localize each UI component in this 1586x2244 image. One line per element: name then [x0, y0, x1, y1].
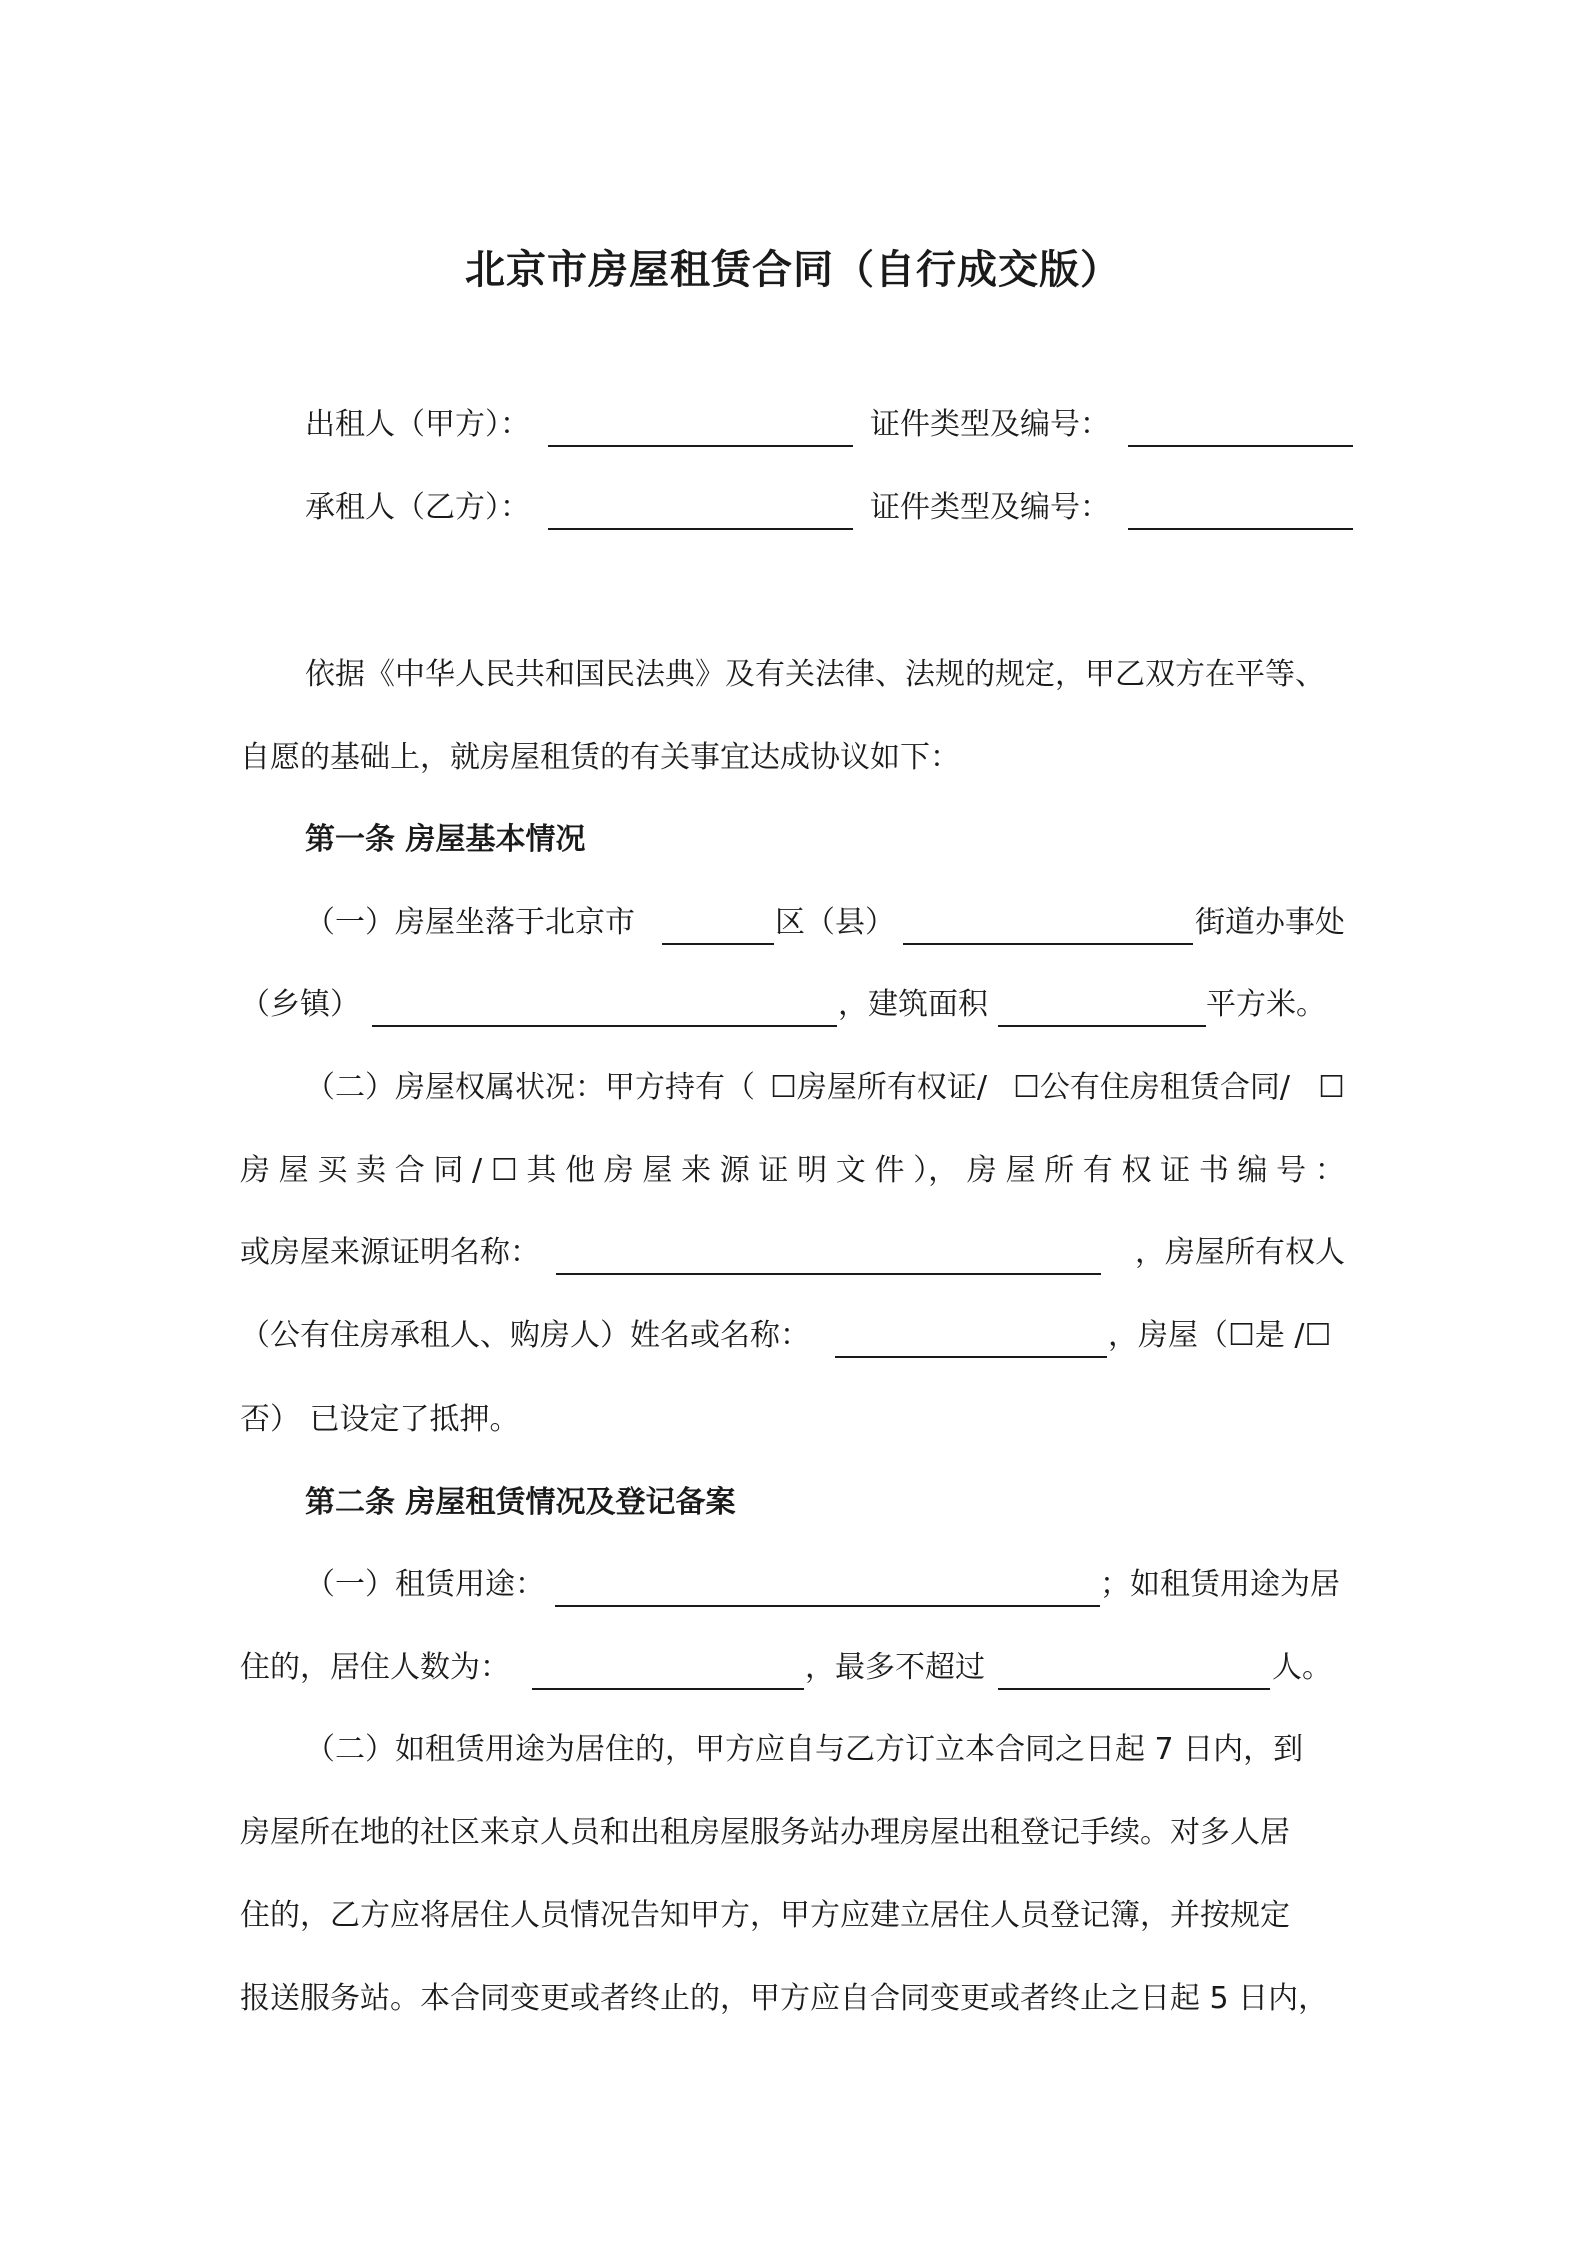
- ownership-line-2-char: 有: [1082, 1153, 1113, 1188]
- ownership-text-a: （二）房屋权属状况：甲方持有（: [305, 1070, 755, 1105]
- ownership-line-2-char: 号: [1276, 1153, 1307, 1188]
- location-text-e: ，建筑面积: [838, 987, 988, 1022]
- location-text-a: （一）房屋坐落于北京市: [305, 905, 635, 940]
- owner-label: ，房屋所有权人: [1135, 1235, 1345, 1270]
- ownership-line-2-char: 权: [1121, 1153, 1152, 1188]
- lessor-id-blank[interactable]: [1128, 445, 1353, 447]
- ownership-line-2-char: 买: [317, 1153, 348, 1188]
- use-text-b: ；如租赁用途为居: [1100, 1567, 1340, 1602]
- location-text-b: 区（县）: [775, 905, 895, 940]
- ownership-line-2-char: ），: [913, 1153, 959, 1188]
- proof-name-label: 或房屋来源证明名称：: [240, 1235, 540, 1270]
- ownership-line-2-char: 同: [433, 1153, 464, 1188]
- use-label: （一）租赁用途：: [305, 1567, 545, 1602]
- ownership-line-2-char: 件: [874, 1153, 905, 1188]
- ownership-line-2: [240, 1141, 1345, 1201]
- district-blank[interactable]: [662, 943, 774, 945]
- ownership-line-2-char: 他: [565, 1153, 596, 1188]
- ownership-line-2-char: ：: [1314, 1153, 1345, 1188]
- ownership-line-2-char[interactable]: ☐: [490, 1153, 518, 1188]
- ownership-line-2-char: 书: [1198, 1153, 1229, 1188]
- ownership-line-2-char: 证: [758, 1153, 789, 1188]
- occupants-label: 住的，居住人数为：: [240, 1650, 510, 1685]
- lessor-id-label: 证件类型及编号：: [870, 407, 1110, 442]
- ownership-option-purchase-checkbox[interactable]: ☐: [1318, 1070, 1345, 1105]
- proof-name-blank[interactable]: [556, 1273, 1101, 1275]
- ownership-line-2-char: 所: [1044, 1153, 1075, 1188]
- ownership-line-2-char: 房: [966, 1153, 997, 1188]
- ownership-line-2-char: 文: [835, 1153, 866, 1188]
- registration-line-1: （二）如租赁用途为居住的，甲方应自与乙方订立本合同之日起 7 日内，到: [305, 1732, 1304, 1767]
- lessee-name-blank[interactable]: [548, 528, 853, 530]
- registration-line-2: 房屋所在地的社区来京人员和出租房屋服务站办理房屋出租登记手续。对多人居: [240, 1815, 1290, 1850]
- ownership-option-certificate[interactable]: ☐房屋所有权证/: [770, 1070, 988, 1105]
- ownership-line-2-char: 房: [603, 1153, 634, 1188]
- ownership-line-2-char: 合: [394, 1153, 425, 1188]
- article-2-heading: 第二条 房屋租赁情况及登记备案: [305, 1485, 736, 1520]
- ownership-option-public-lease[interactable]: ☐公有住房租赁合同/: [1013, 1070, 1291, 1105]
- ownership-line-2-char: 明: [797, 1153, 828, 1188]
- ownership-line-2-char: 其: [526, 1153, 557, 1188]
- street-blank[interactable]: [903, 943, 1193, 945]
- document-title: 北京市房屋租赁合同（自行成交版）: [465, 247, 1121, 293]
- article-1-heading: 第一条 房屋基本情况: [305, 822, 586, 857]
- ownership-line-2-char: 来: [681, 1153, 712, 1188]
- location-text-d: （乡镇）: [240, 987, 360, 1022]
- lessor-name-blank[interactable]: [548, 445, 853, 447]
- mortgage-options[interactable]: ，房屋（☐是 /☐: [1108, 1318, 1332, 1353]
- registration-line-3: 住的，乙方应将居住人员情况告知甲方，甲方应建立居住人员登记簿，并按规定: [240, 1898, 1290, 1933]
- ownership-line-2-char: 证: [1160, 1153, 1191, 1188]
- lessee-id-label: 证件类型及编号：: [870, 490, 1110, 525]
- lessee-label: 承租人（乙方）：: [305, 490, 530, 525]
- use-blank[interactable]: [555, 1605, 1100, 1607]
- location-text-c: 街道办事处: [1195, 905, 1345, 940]
- area-blank[interactable]: [998, 1025, 1206, 1027]
- lessee-id-blank[interactable]: [1128, 528, 1353, 530]
- location-text-f: 平方米。: [1206, 987, 1326, 1022]
- mortgage-text: 否） 已设定了抵押。: [240, 1402, 520, 1437]
- ownership-line-2-char: 屋: [1005, 1153, 1036, 1188]
- ownership-line-2-char: 编: [1237, 1153, 1268, 1188]
- max-occupants-label: ，最多不超过: [805, 1650, 985, 1685]
- owner-name-blank[interactable]: [835, 1356, 1107, 1358]
- occupants-blank[interactable]: [532, 1688, 804, 1690]
- ownership-line-2-char: 屋: [278, 1153, 309, 1188]
- max-occupants-blank[interactable]: [998, 1688, 1270, 1690]
- ownership-line-2-char: 房: [240, 1153, 270, 1188]
- ownership-line-2-char: 卖: [356, 1153, 387, 1188]
- ownership-line-2-char: 源: [719, 1153, 750, 1188]
- township-blank[interactable]: [372, 1025, 837, 1027]
- preamble-line-1: 依据《中华人民共和国民法典》及有关法律、法规的规定，甲乙双方在平等、: [305, 657, 1325, 692]
- occupants-unit: 人。: [1272, 1650, 1332, 1685]
- ownership-line-2-char: 屋: [642, 1153, 673, 1188]
- owner-name-label: （公有住房承租人、购房人）姓名或名称：: [240, 1318, 810, 1353]
- preamble-line-2: 自愿的基础上，就房屋租赁的有关事宜达成协议如下：: [240, 740, 960, 775]
- registration-line-4: 报送服务站。本合同变更或者终止的，甲方应自合同变更或者终止之日起 5 日内，: [240, 1981, 1329, 2016]
- ownership-line-2-char: /: [472, 1153, 483, 1188]
- lessor-label: 出租人（甲方）：: [305, 407, 530, 442]
